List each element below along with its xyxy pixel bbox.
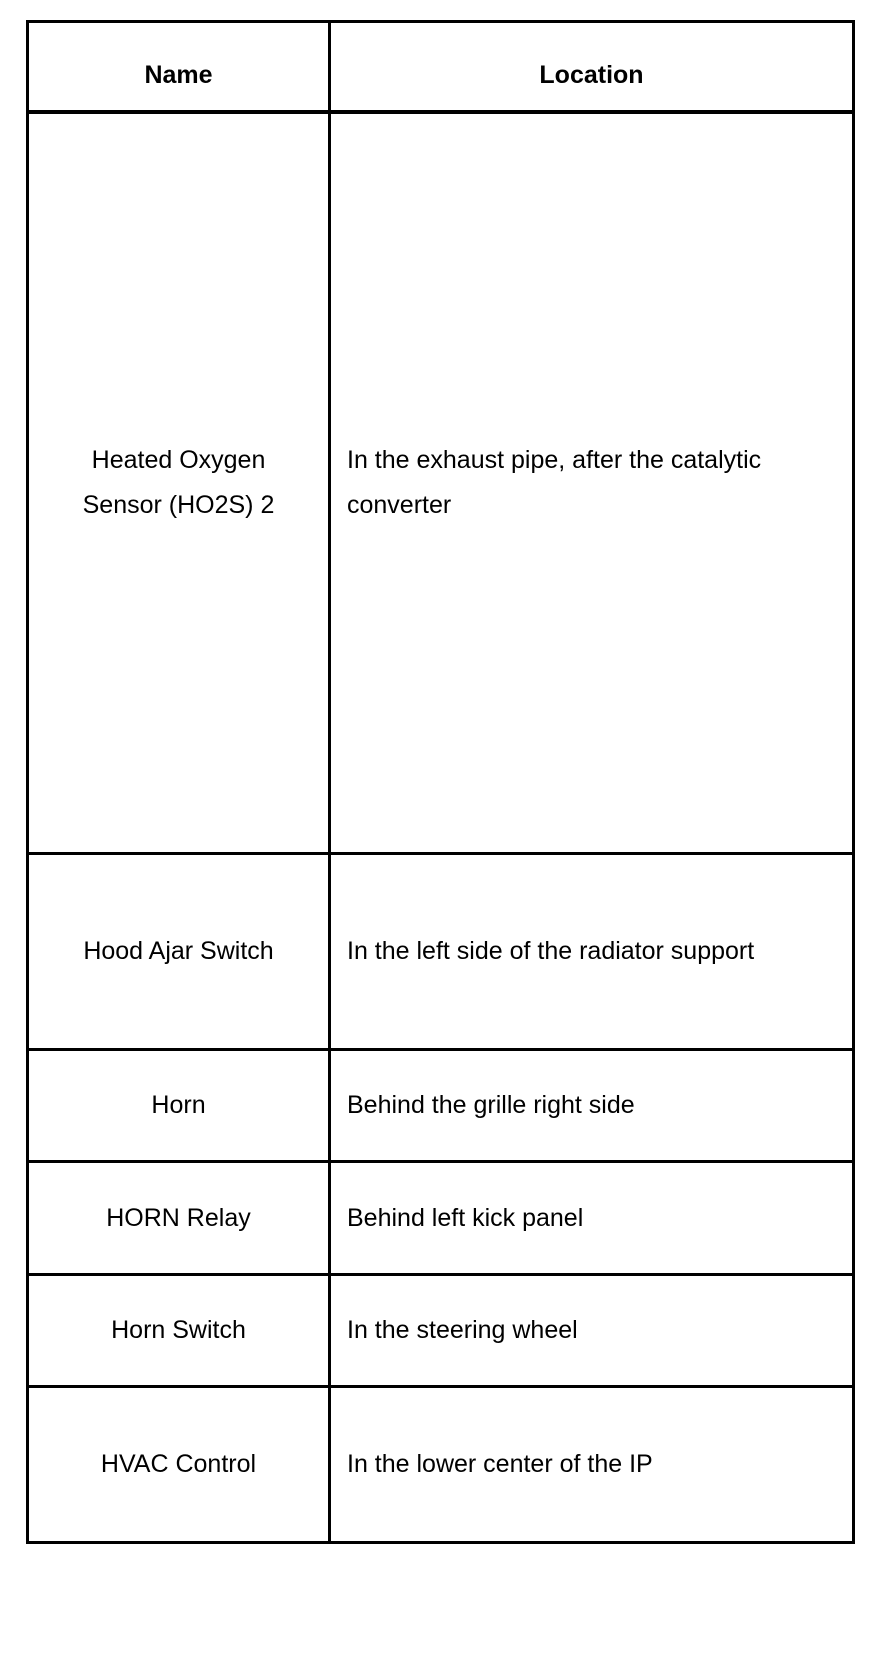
location-cell: In the lower center of the IP (330, 1387, 854, 1543)
table-row (28, 1050, 854, 1162)
name-cell: HVAC Control (28, 1387, 330, 1543)
name-cell: HORN Relay (28, 1162, 330, 1275)
location-cell: In the left side of the radiator support (330, 854, 854, 1050)
table-row (28, 1162, 854, 1275)
name-cell: Horn Switch (28, 1275, 330, 1387)
table-row (28, 854, 854, 1050)
name-cell: Heated Oxygen Sensor (HO2S) 2 (28, 112, 330, 854)
location-cell: Behind left kick panel (330, 1162, 854, 1275)
table-row (28, 112, 854, 854)
header-name: Name (28, 22, 330, 112)
name-cell: Horn (28, 1050, 330, 1162)
table-header-row (28, 22, 854, 112)
table-row (28, 1387, 854, 1543)
location-cell: In the exhaust pipe, after the catalytic converter (330, 112, 854, 854)
name-cell: Hood Ajar Switch (28, 854, 330, 1050)
location-cell: Behind the grille right side (330, 1050, 854, 1162)
header-location: Location (330, 22, 854, 112)
location-cell: In the steering wheel (330, 1275, 854, 1387)
table-row (28, 1275, 854, 1387)
component-location-table (26, 20, 855, 1544)
